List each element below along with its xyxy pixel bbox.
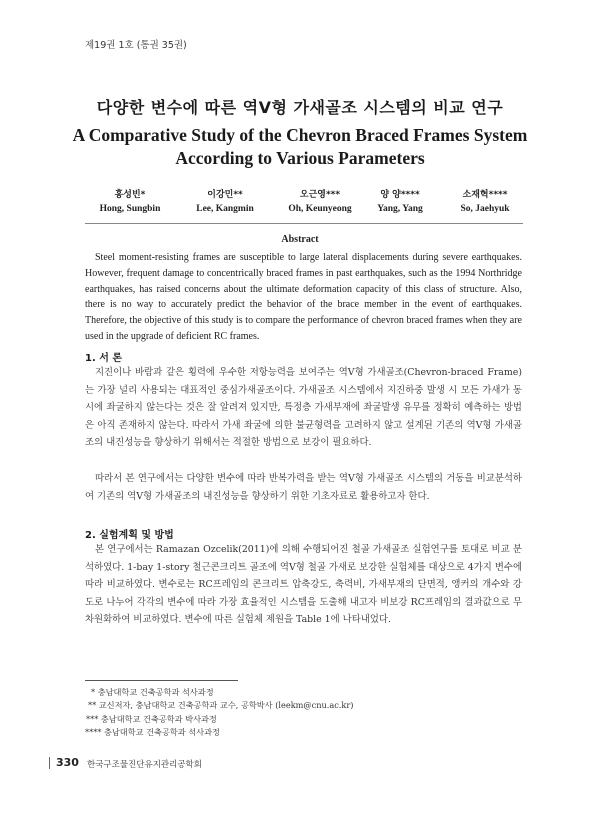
author-korean-name: 양 양****	[380, 190, 420, 200]
paragraph: 따라서 본 연구에서는 다양한 변수에 따라 반복가력을 받는 역V형 가새골조 시스템의 거동을 비교분석하여 기존의 역V형 가새골조의 내진성능을 향상하기 위한 기초자료로 활용하고자 한다.	[85, 473, 522, 502]
korean-title: 다양한 변수에 따른 역V형 가새골조 시스템의 비교 연구	[96, 98, 504, 117]
section-heading-introduction: 1. 서 론	[85, 353, 123, 364]
volume-info: 제19권 1호 (통권 35권)	[85, 40, 187, 51]
english-title-line-1: A Comparative Study of the Chevron Braced Frames System	[72, 125, 528, 145]
footnote: ** 교신저자, 충남대학교 건축공학과 교수, 공학박사 (leekm@cnu.ac.kr)	[88, 700, 354, 711]
footnote: *** 충남대학교 건축공학과 박사과정	[86, 713, 217, 724]
author-english-name: Lee, Kangmin	[196, 204, 254, 214]
paragraph: 본 연구에서는 Ramazan Ozcelik(2011)에 의해 수행되어진 철골 가새골조 실험연구를 토대로 비교 분석하였다. 1-bay 1-story 철근콘크리트 골조에 역V형 철골 가새로 보강한 실험체를 대상으로 4가지 변수에 따라 비교하였다. 변수로는 RC프레임의 콘크리트 압축강도, 축력비, 가새부재의 단면적, 앵커의 개수와 강도로 나누어 각각의 변수에 따라 가장 효율적인 시스템을 도출해 내고자 비보강 RC프레임의 결과값으로 무차원화하여 비교하였다. 변수에 따른 실험체 제원을 Table 1에 나타내었다.	[85, 544, 522, 626]
page-number: 330	[56, 756, 79, 769]
author	[275, 187, 365, 214]
footnote: **** 충남대학교 건축공학과 석사과정	[85, 726, 220, 737]
author-english-name: Yang, Yang	[377, 204, 423, 214]
author	[440, 187, 530, 214]
abstract-text: Steel moment-resisting frames are susceptible to large lateral displacements during severe earthquakes. However, frequent damage to concentrically braced frames in past earthquakes, such as the 1994 Northridge earthquakes, has raised concerns about the ultimate deformation capacity of this class of structure. Also, there is no way to accurately predict the behavior of the brace member in the event of earthquakes. Therefore, the objective of this study is to compare the performance of chevron braced frames when they are used in the upgrade of deficient RC frames.	[85, 252, 522, 342]
author-korean-name: 소재혁****	[462, 190, 508, 200]
author	[355, 187, 445, 214]
english-title-line-2: According to Various Parameters	[175, 148, 425, 168]
title-divider	[85, 223, 523, 224]
section-heading-methods: 2. 실험계획 및 방법	[85, 530, 174, 541]
paragraph: 지진이나 바람과 같은 횡력에 우수한 저항능력을 보여주는 역V형 가새골조(Chevron-braced Frame)는 가장 널리 사용되는 대표적인 중심가새골조이다. 가새골조 시스템에서 지진하중 발생 시 모든 가새가 동시에 좌굴하지 않는다는 것은 잘 알려져 있지만, 특정층 가새부재에 좌굴발생 유무를 정확히 예측하는 방법은 아직 존재하지 않는다. 따라서 가새 좌굴에 의한 불균형력을 고려하지 않고 설계된 기존의 역V형 가새골조의 내진성능을 향상하기 위해서는 적절한 방법으로 보강이 필요하다.	[85, 367, 522, 449]
footnotes	[85, 686, 353, 739]
footnote: * 충남대학교 건축공학과 석사과정	[91, 687, 214, 697]
page-number-bar	[49, 757, 50, 769]
author	[180, 187, 270, 214]
author-english-name: Oh, Keunyeong	[288, 204, 352, 214]
english-title	[60, 124, 540, 170]
abstract-heading: Abstract	[281, 234, 319, 245]
journal-name: 한국구조물진단유지관리공학회	[87, 760, 202, 770]
author-korean-name: 홍성빈*	[114, 190, 146, 200]
author-english-name: So, Jaehyuk	[460, 204, 510, 214]
author-korean-name: 오근영***	[299, 190, 341, 200]
author	[85, 187, 175, 214]
author-korean-name: 이강민**	[207, 190, 243, 200]
footnote-divider	[85, 680, 238, 681]
author-english-name: Hong, Sungbin	[99, 204, 161, 214]
